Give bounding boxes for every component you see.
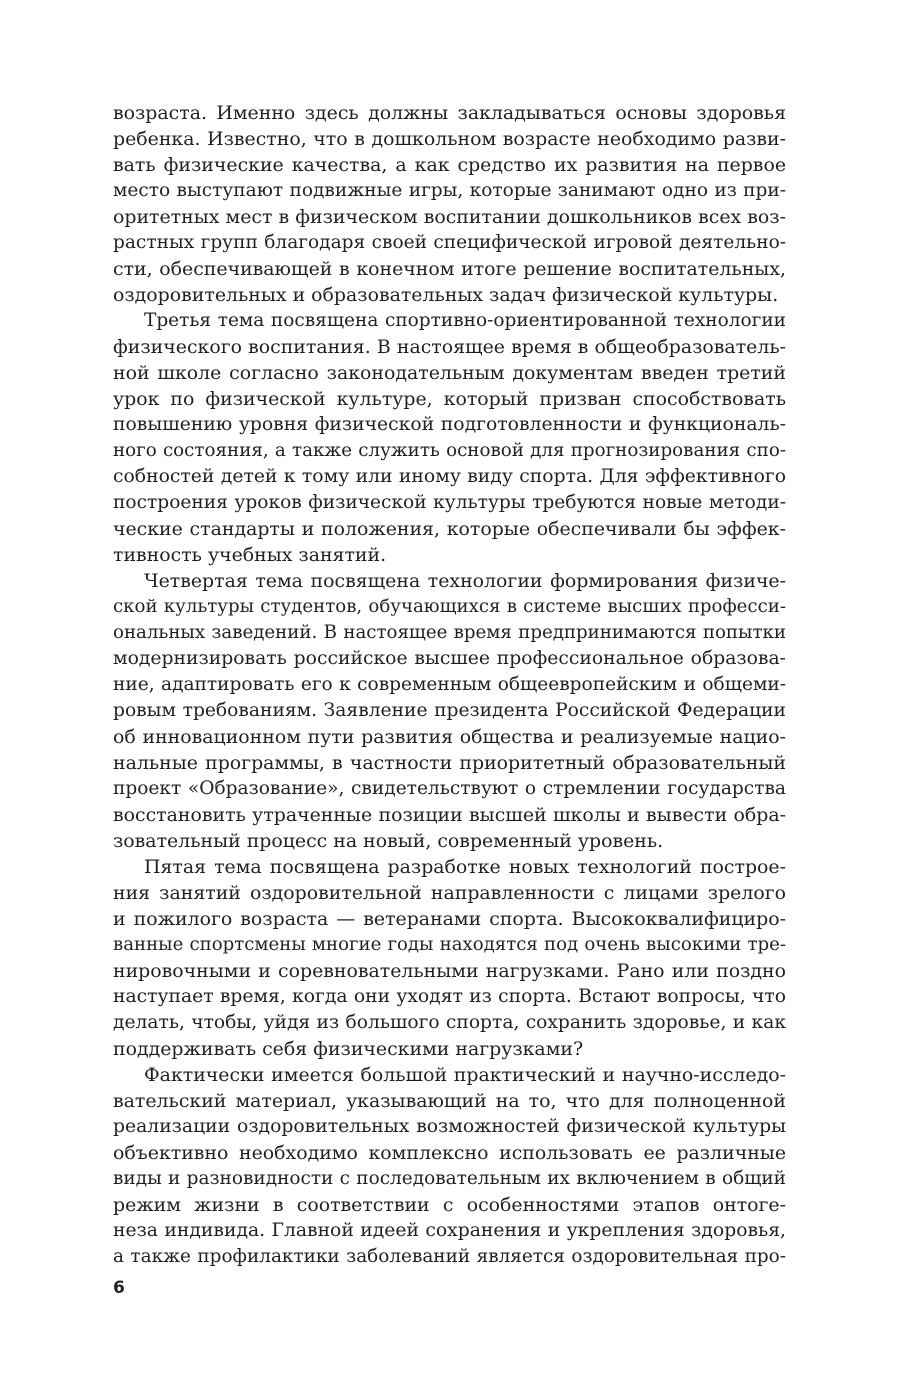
text-line: урок по физической культуре, который призван способствовать — [113, 388, 786, 410]
text-line: физического воспитания. В настоящее время в общеобразователь- — [113, 336, 786, 358]
text-line: растных групп благодаря своей специфической игровой деятельно- — [113, 232, 786, 253]
text-line: тивность учебных занятий. — [113, 544, 387, 566]
text-line: сти, обеспечивающей в конечном итоге решение воспитательных, — [113, 258, 786, 280]
text-line: ровым требованиям. Заявление президента Российской Федерации — [113, 700, 786, 721]
text-line: Третья тема посвящена спортивно-ориентированной технологии — [144, 310, 786, 331]
text-line: построения уроков физической культуры требуются новые методи- — [113, 492, 786, 513]
text-line: ребенка. Известно, что в дошкольном возрасте необходимо разви- — [113, 128, 786, 150]
text-line: объективно необходимо комплексно использовать ее различные — [113, 1142, 786, 1164]
text-line: ние, адаптировать его к современным общеевропейским и общеми- — [113, 674, 786, 695]
text-line: неза индивида. Главной идеей сохранения и укрепления здоровья, — [113, 1220, 786, 1241]
text-line: повышению уровня физической подготовленности и функциональ- — [113, 414, 786, 435]
text-line: проект «Образование», свидетельствуют о стремлении государства — [113, 778, 786, 799]
text-line: нальные программы, в частности приоритетный образовательный — [113, 752, 786, 774]
paragraph — [113, 100, 786, 308]
text-line: режим жизни в соответствии с особенностями этапов онтоге- — [113, 1194, 786, 1216]
text-line: а также профилактики заболеваний является оздоровительная про- — [113, 1246, 786, 1267]
paragraph — [113, 308, 786, 568]
text-line: ния занятий оздоровительной направленности с лицами зрелого — [113, 882, 786, 904]
text-line: оритетных мест в физическом воспитании дошкольников всех воз- — [113, 206, 786, 228]
text-line: нировочными и соревновательными нагрузками. Рано или поздно — [113, 960, 786, 982]
text-line: и пожилого возраста — ветеранами спорта. Высококвалифициро- — [113, 908, 786, 930]
text-line: ванные спортсмены многие годы находятся под очень высокими тре- — [113, 934, 786, 955]
text-line: об инновационном пути развития общества и реализуемые нацио- — [113, 726, 786, 748]
text-line: ной школе согласно законодательным документам введен третий — [113, 362, 786, 384]
text-line: Фактически имеется большой практический и научно-исследо- — [144, 1064, 786, 1086]
text-line: Четвертая тема посвящена технологии формирования физиче- — [144, 570, 786, 592]
text-line: виды и разновидности с последовательным их включением в общий — [113, 1168, 786, 1189]
page-number: 6 — [113, 1278, 125, 1298]
text-line: модернизировать российское высшее профессиональное образова- — [113, 648, 786, 669]
text-line: возраста. Именно здесь должны закладываться основы здоровья — [113, 102, 786, 124]
text-line: место выступают подвижные игры, которые занимают одно из при- — [113, 180, 786, 201]
text-line: ональных заведений. В настоящее время предпринимаются попытки — [113, 622, 786, 643]
text-line: наступает время, когда они уходят из спорта. Встают вопросы, что — [113, 986, 786, 1007]
body-text — [113, 100, 786, 1270]
text-line: вать физические качества, а как средство их развития на первое — [113, 154, 786, 176]
text-line: реализации оздоровительных возможностей физической культуры — [113, 1116, 786, 1137]
text-line: вательский материал, указывающий на то, что для полноценной — [113, 1090, 786, 1112]
paragraph — [113, 854, 786, 1062]
text-line: зовательный процесс на новый, современный уровень. — [113, 830, 664, 852]
text-line: собностей детей к тому или иному виду спорта. Для эффективного — [113, 466, 786, 487]
text-line: ного состояния, а также служить основой для прогнозирования спо- — [113, 440, 786, 461]
text-line: ской культуры студентов, обучающихся в системе высших професси- — [113, 596, 786, 617]
text-line: делать, чтобы, уйдя из большого спорта, сохранить здоровье, и как — [113, 1012, 786, 1033]
paragraph — [113, 1062, 786, 1270]
paragraph — [113, 568, 786, 854]
text-line: ческие стандарты и положения, которые обеспечивали бы эффек- — [113, 518, 786, 540]
text-line: восстановить утраченные позиции высшей школы и вывести обра- — [113, 804, 786, 826]
text-line: Пятая тема посвящена разработке новых технологий построе- — [144, 856, 786, 878]
text-line: оздоровительных и образовательных задач физической культуры. — [113, 284, 779, 306]
text-line: поддерживать себя физическими нагрузками? — [113, 1038, 584, 1060]
